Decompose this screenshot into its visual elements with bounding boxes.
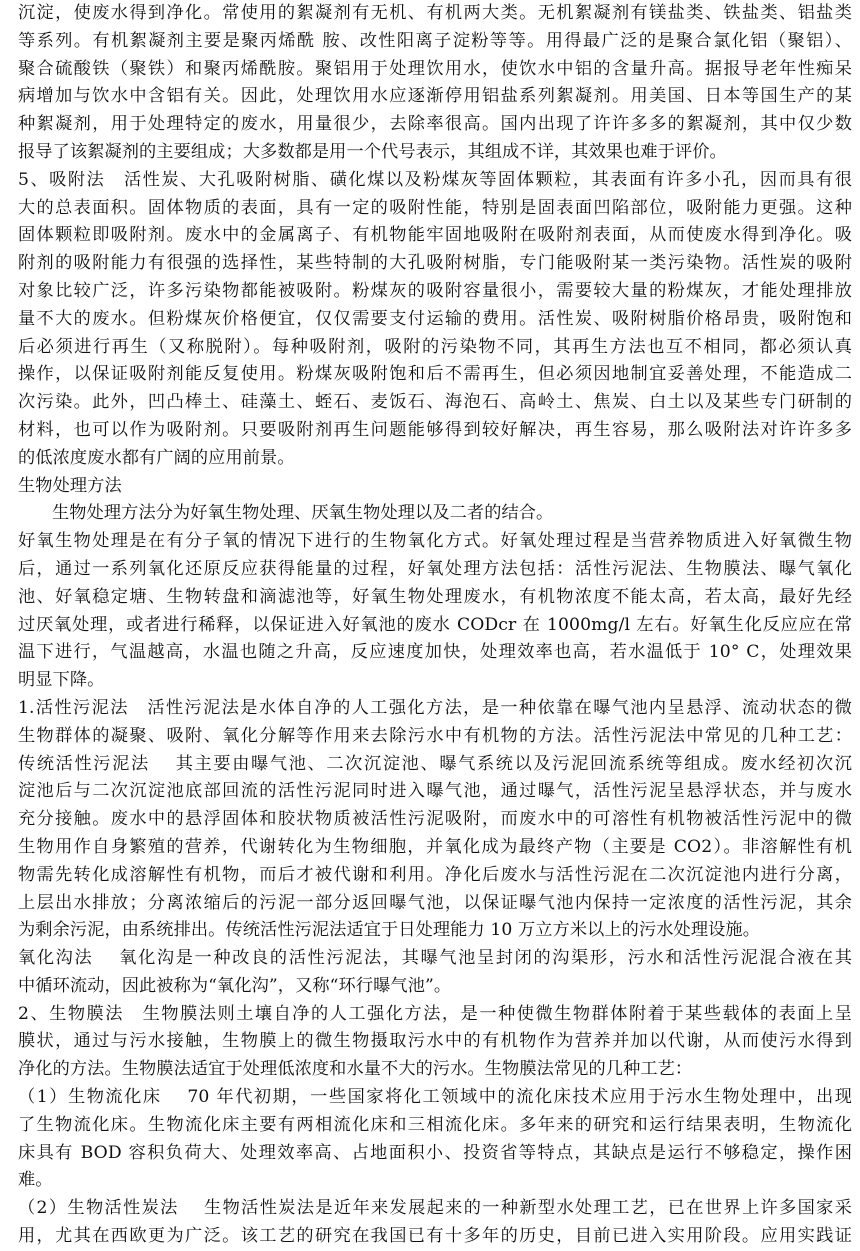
text-line: 量不大的废水。但粉煤灰价格便宜，仅仅需要支付运输的费用。活性炭、吸附树脂价格昂贵，吸附饱和 bbox=[18, 308, 852, 329]
text-line: 大的总表面积。固体物质的表面，具有一定的吸附性能，特别是固表面凹陷部位，吸附能力更强。这种 bbox=[18, 197, 852, 218]
text-line: 明显下降。 bbox=[18, 670, 105, 691]
text-line: 上层出水排放；分离浓缩后的污泥一部分返回曝气池，以保证曝气池内保持一定浓度的活性污泥，其余 bbox=[18, 892, 852, 913]
text-line: 床具有 BOD 容积负荷大、处理效率高、占地面积小、投资省等特点，其缺点是运行不够稳定，操作困 bbox=[18, 1142, 852, 1163]
text-line: 5、吸附法 活性炭、大孔吸附树脂、磺化煤以及粉煤灰等固体颗粒，其表面有许多小孔，因而具有很 bbox=[18, 169, 852, 190]
text-line: 氧化沟法 氧化沟是一种改良的活性污泥法，其曝气池呈封闭的沟渠形，污水和活性污泥混合液在其 bbox=[18, 948, 852, 969]
text-line: 沉淀，使废水得到净化。常使用的絮凝剂有无机、有机两大类。无机絮凝剂有镁盐类、铁盐类、铝盐类 bbox=[18, 3, 852, 23]
text-line: 生物用作自身繁殖的营养，代谢转化为生物细胞，并氧化成为最终产物（主要是 CO2）。非溶解性有机 bbox=[18, 836, 852, 857]
text-line: 难。 bbox=[18, 1170, 53, 1191]
text-line: 的低浓度废水都有广阔的应用前景。 bbox=[18, 447, 295, 468]
text-line: 2、生物膜法 生物膜法则土壤自净的人工强化方法，是一种使微生物群体附着于某些载体的表面上呈 bbox=[18, 1003, 852, 1024]
text-line: 对象比较广泛，许多污染物都能被吸附。粉煤灰的吸附容量很小，需要较大量的粉煤灰，才能处理排放 bbox=[18, 280, 852, 301]
text-line: 生物群体的凝聚、吸附、氧化分解等作用来去除污水中有机物的方法。活性污泥法中常见的几种工艺： bbox=[18, 725, 852, 746]
text-line: 生物处理方法分为好氧生物处理、厌氧生物处理以及二者的结合。 bbox=[52, 503, 554, 524]
text-line: 中循环流动，因此被称为“氧化沟”，又称“环行曝气池”。 bbox=[18, 975, 452, 996]
text-line: 传统活性污泥法 其主要由曝气池、二次沉淀池、曝气系统以及污泥回流系统等组成。废水经初次沉 bbox=[18, 753, 852, 774]
text-line: 膜状，通过与污水接触，生物膜上的微生物摄取污水中的有机物作为营养并加以代谢，从而使污水得到 bbox=[18, 1031, 852, 1052]
text-line: 物需先转化成溶解性有机物，而后才被代谢和利用。净化后废水与活性污泥在二次沉淀池内进行分离， bbox=[18, 864, 852, 885]
text-line: 固体颗粒即吸附剂。废水中的金属离子、有机物能牢固地吸附在吸附剂表面，从而使废水得到净化。吸 bbox=[18, 225, 852, 246]
text-line: 净化的方法。生物膜法适宜于处理低浓度和水量不大的污水。生物膜法常见的几种工艺： bbox=[18, 1059, 693, 1080]
text-line: 温下进行，气温越高，水温也随之升高，反应速度加快，处理效率也高，若水温低于 10° C，处理效果 bbox=[18, 642, 852, 663]
text-line: 池、好氧稳定塘、生物转盘和滴滤池等，好氧生物处理废水，有机物浓度不能太高，若太高，最好先经 bbox=[18, 586, 852, 607]
text-line: 附剂的吸附能力有很强的选择性，某些特制的大孔吸附树脂，专门能吸附某一类污染物。活性炭的吸附 bbox=[18, 253, 852, 274]
text-line: 淀池后与二次沉淀池底部回流的活性污泥同时进入曝气池，通过曝气，活性污泥呈悬浮状态，并与废水 bbox=[18, 781, 852, 802]
text-line: 后必须进行再生（又称脱附）。每种吸附剂，吸附的污染物不同，其再生方法也互不相同，都必须认真 bbox=[18, 336, 852, 357]
text-line: 为剩余污泥，由系统排出。传统活性污泥法适宜于日处理能力 10 万立方米以上的污水处理设施。 bbox=[18, 920, 760, 941]
text-line: 操作，以保证吸附剂能反复使用。粉煤灰吸附饱和后不需再生，但必须因地制宜妥善处理，不能造成二 bbox=[18, 364, 852, 385]
text-line: 次污染。此外，凹凸棒土、硅藻土、蛭石、麦饭石、海泡石、高岭土、焦炭、白土以及某些专门研制的 bbox=[18, 392, 852, 413]
text-line: 聚合硫酸铁（聚铁）和聚丙烯酰胺。聚铝用于处理饮用水，使饮水中铝的含量升高。据报导老年性痴呆 bbox=[18, 58, 852, 79]
text-line: 了生物流化床。生物流化床主要有两相流化床和三相流化床。多年来的研究和运行结果表明，生物流化 bbox=[18, 1114, 852, 1135]
text-line: 等系列。有机絮凝剂主要是聚丙烯酰 胺、改性阳离子淀粉等等。用得最广泛的是聚合氯化铝（聚铝）、 bbox=[18, 30, 852, 51]
text-line: 报导了该絮凝剂的主要组成；大多数都是用一个代号表示，其组成不详，其效果也难于评价。 bbox=[18, 141, 727, 162]
text-line: 1.活性污泥法 活性污泥法是水体自净的人工强化方法，是一种依靠在曝气池内呈悬浮、流动状态的微 bbox=[18, 697, 852, 718]
text-line: 用，尤其在西欧更为广泛。该工艺的研究在我国已有十多年的历史，目前已进入实用阶段。应用实践证 bbox=[18, 1226, 852, 1247]
text-line: 材料，也可以作为吸附剂。只要吸附剂再生问题能够得到较好解决，再生容易，那么吸附法对许许多多 bbox=[18, 419, 852, 440]
text-line: 好氧生物处理是在有分子氧的情况下进行的生物氧化方式。好氧处理过程是当营养物质进入好氧微生物 bbox=[18, 531, 852, 552]
text-line: 后，通过一系列氧化还原反应获得能量的过程，好氧处理方法包括：活性污泥法、生物膜法、曝气氧化 bbox=[18, 558, 852, 579]
text-line: 种絮凝剂，用于处理特定的废水，用量很少，去除率很高。国内出现了许许多多的絮凝剂，其中仅少数 bbox=[18, 114, 852, 135]
text-line: （1）生物流化床 70 年代初期，一些国家将化工领域中的流化床技术应用于污水生物处理中，出现 bbox=[18, 1087, 852, 1108]
text-line: 生物处理方法 bbox=[18, 475, 122, 496]
text-line: （2）生物活性炭法 生物活性炭法是近年来发展起来的一种新型水处理工艺，已在世界上许多国家采 bbox=[18, 1198, 852, 1219]
text-line: 病增加与饮水中含铝有关。因此，处理饮用水应逐渐停用铝盐系列絮凝剂。用美国、日本等国生产的某 bbox=[18, 86, 852, 107]
text-line: 过厌氧处理，或者进行稀释，以保证进入好氧池的废水 CODcr 在 1000mg/l 左右。好氧生化反应应在常 bbox=[18, 614, 852, 635]
text-line: 充分接触。废水中的悬浮固体和胶状物质被活性污泥吸附，而废水中的可溶性有机物被活性污泥中的微 bbox=[18, 809, 852, 830]
